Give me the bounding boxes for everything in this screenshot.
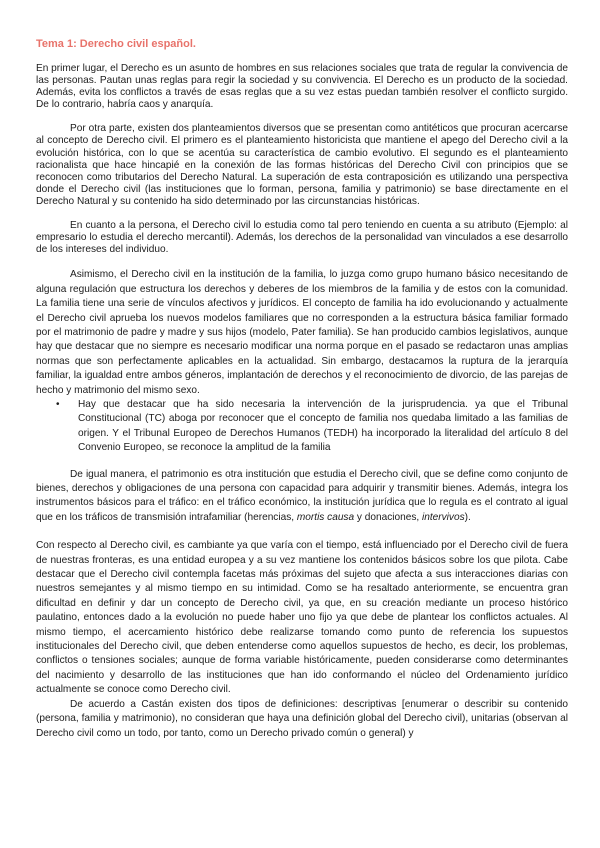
- bullet-list: [36, 398, 568, 456]
- paragraph-familia: Asimismo, el Derecho civil en la institución de la familia, lo juzga como grupo humano básico necesitando de alguna regulación que estructura los derechos y deberes de los miembros de la familia y de estos con la comunidad. La familia tiene una serie de vínculos afectivos y jurídicos. El concepto de familia ha ido evolucionando y actualmente el Derecho civil aprueba los nuevos modelos familiares que no corresponden a la estructura básica familiar formado por el matrimonio de padre y madre y sus hijos (modelo, Pater familia). Se han producido cambios legislativos, aunque hay que destacar que no siempre es necesario modificar una norma porque en el pasado se redactaron unas amplias normas que son perfectamente aplicables en la actualidad. Sin embargo, destacamos la ruptura de la jerarquía familiar, la igualdad entre ambos géneros, implantación de derechos y el reconocimiento de divorcio, de las parejas de hecho y matrimonio del mismo sexo.: [36, 269, 568, 396]
- bullet-icon: •: [56, 398, 60, 410]
- list-item: [36, 398, 568, 456]
- patrimonio-text-b: y donaciones,: [354, 511, 422, 523]
- paragraph-castan: De acuerdo a Castán existen dos tipos de definiciones: descriptivas [enumerar o describir su contenido (persona, familia y matrimonio), no consideran que haya una definición global del Derecho civil), unitarias (observan al Derecho civil como un todo, por tanto, como un Derecho privado común o general) y: [36, 698, 568, 739]
- paragraph-persona: En cuanto a la persona, el Derecho civil lo estudia como tal pero teniendo en cuenta a su atributo (Ejemplo: al empresario lo estudia el derecho mercantil). Además, los derechos de la personalidad van vinculados a ese desarrollo de los intereses del individuo.: [36, 220, 568, 256]
- patrimonio-text-a: De igual manera, el patrimonio es otra institución que estudia el Derecho civil, que se define como conjunto de bienes, derechos y obligaciones de una persona con capacidad para adquirir y transmitir bienes. Además, integra los instrumentos básicos para el tráfico: en el tráfico económico, la institución jurídica que lo regula es el contrato al igual que en los tráficos de transmisión intrafamiliar (herencias,: [36, 468, 568, 523]
- document-page: [36, 38, 568, 741]
- paragraph-patrimonio: [36, 468, 568, 526]
- patrimonio-term-mortis-causa: mortis causa: [296, 511, 355, 523]
- patrimonio-text-c: ).: [464, 511, 471, 523]
- page-title: Tema 1: Derecho civil español.: [36, 38, 196, 50]
- list-item-text: Hay que destacar que ha sido necesaria la intervención de la jurisprudencia. ya que el Tribunal Constitucional (TC) aboga por reconocer que el concepto de familia nos quedaba limitado a las familias de origen. Y el Tribunal Europeo de Derechos Humanos (TEDH) ha incorporado la literalidad del artículo 8 del Convenio Europeo, se reconoce la amplitud de la familia: [78, 398, 568, 454]
- paragraph-planteamientos: Por otra parte, existen dos planteamientos diversos que se presentan como antitéticos que procuran acercarse al concepto de Derecho civil. El primero es el planteamiento historicista que mantiene el apego del Derecho civil a la evolución histórica, con lo que se acentúa su característica de cambio evolutivo. El segundo es el planteamiento racionalista que hace hincapié en la conexión de las formas históricas del Derecho Civil con principios que se reconocen como tributarios del Derecho Natural. La superación de esta contraposición es utilizando una perspectiva donde el Derecho civil (las instituciones que lo forman, persona, familia y patrimonio) se base directamente en el Derecho Natural y su contenido ha sido determinado por las circunstancias históricas.: [36, 123, 568, 207]
- paragraph-derecho-civil: Con respecto al Derecho civil, es cambiante ya que varía con el tiempo, está influenciado por el Derecho civil de fuera de nuestras fronteras, es una entidad europea y a su vez mantiene los contenidos básicos sobre los que pilota. Cabe destacar que el Derecho civil contempla facetas más próximas del sujeto que afecta a sus interacciones diarias con nuestros semejantes y al mismo tiempo en su intimidad. Como se ha resaltado anteriormente, se encuentra gran dificultad en definir y dar un concepto de Derecho civil, ya que, en su creación mediante un proceso histórico paulatino, entonces dado a la evolución no puede haber uno fijo ya que debe de plantear los conflictos actuales. Al mismo tiempo, el acercamiento histórico debe realizarse tomando como punto de referencia los supuestos institucionales del Derecho civil, que deben entenderse como aquellos supuestos de hecho, es decir, los problemas, conflictos o tensiones sociales; aunque de forma variable históricamente, pueden considerarse como determinantes del nacimiento y desarrollo de las instituciones que han ido conformando el núcleo del Ordenamiento jurídico actualmente se conoce como Derecho civil.: [36, 540, 568, 696]
- patrimonio-term-intervivos: intervivos: [422, 511, 465, 523]
- paragraph-intro: En primer lugar, el Derecho es un asunto de hombres en sus relaciones sociales que trata de regular la convivencia de las personas. Pautan unas reglas para regir la sociedad y su convivencia. El Derecho es un producto de la sociedad. Además, evita los conflictos a través de esas reglas que a su vez estas puedan también resolver el conflicto surgido. De lo contrario, habría caos y anarquía.: [36, 63, 568, 111]
